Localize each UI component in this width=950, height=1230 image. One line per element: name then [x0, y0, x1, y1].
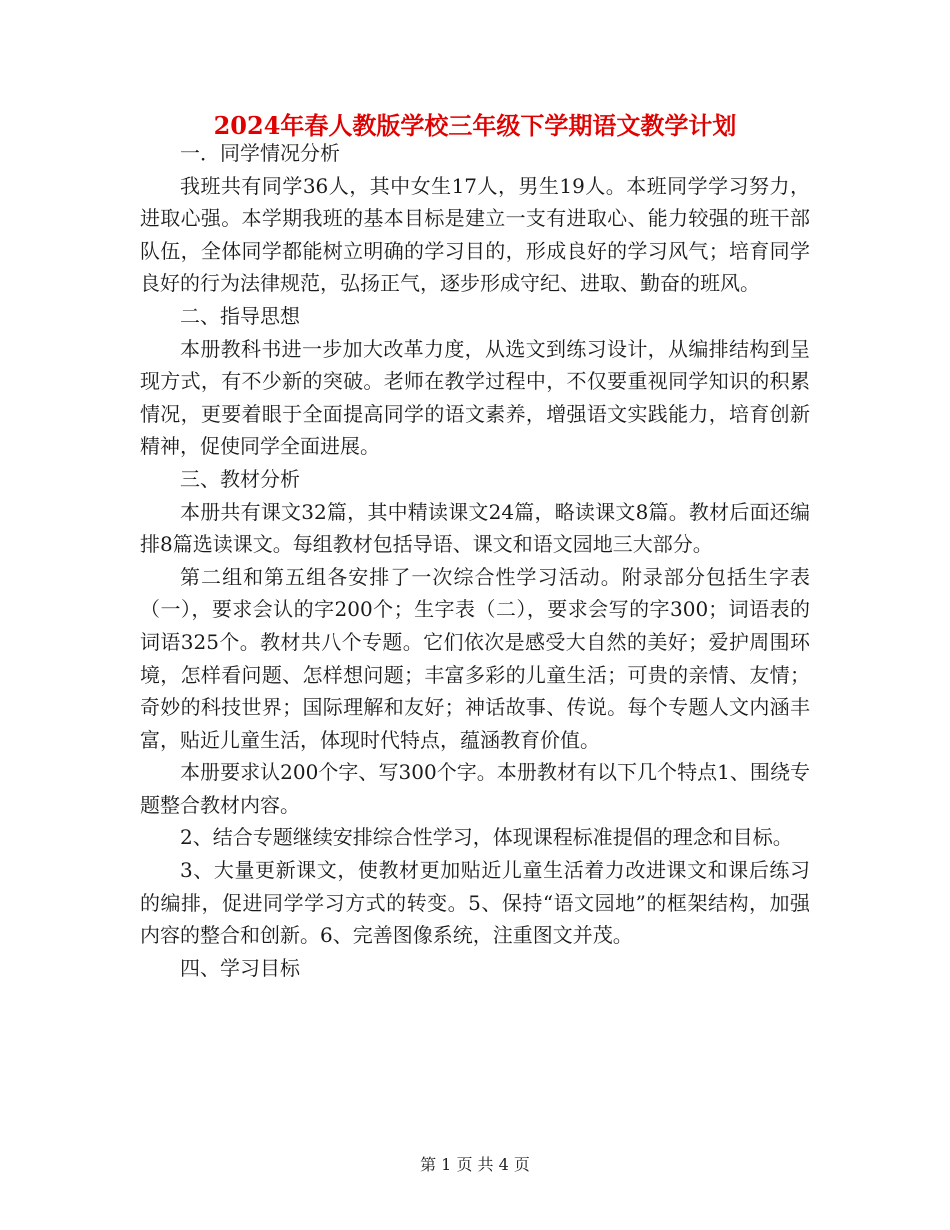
- section-heading-2: 二、指导思想: [180, 303, 300, 328]
- section-heading-3: 三、教材分析: [180, 466, 300, 491]
- page-footer: 第 1 页 共 4 页: [420, 1155, 530, 1174]
- paragraph: 本册要求认200个字、写300个字。本册教材有以下几个特点1、围绕专题整合教材内容。: [140, 760, 810, 817]
- paragraph: 2、结合专题继续安排综合性学习，体现课程标准提倡的理念和目标。: [180, 825, 793, 850]
- document-body: [140, 137, 810, 984]
- paragraph: 本册教科书进一步加大改革力度，从选文到练习设计，从编排结构到呈现方式，有不少新的突破。老师在教学过程中，不仅要重视同学知识的积累情况，更要着眼于全面提高同学的语文素养，增强语文实践能力，培育创新精神，促使同学全面进展。: [140, 336, 810, 459]
- section-heading-4: 四、学习目标: [180, 955, 300, 980]
- document-title: 2024年春人教版学校三年级下学期语文教学计划: [213, 111, 737, 140]
- section-heading-1: 一．同学情况分析: [180, 141, 340, 165]
- paragraph: 第二组和第五组各安排了一次综合性学习活动。附录部分包括生字表（一），要求会认的字200个；生字表（二），要求会写的字300；词语表的词语325个。教材共八个专题。它们依次是感受大自然的美好；爱护周围环境，怎样看问题、怎样想问题；丰富多彩的儿童生活；可贵的亲情、友情；奇妙的科技世界；国际理解和友好；神话故事、传说。每个专题人文内涵丰富，贴近儿童生活，体现时代特点，蕴涵教育价值。: [140, 564, 810, 752]
- paragraph: 3、大量更新课文，使教材更加贴近儿童生活着力改进课文和课后练习的编排，促进同学学习方式的转变。5、保持“语文园地”的框架结构，加强内容的整合和创新。6、完善图像系统，注重图文并茂。: [140, 858, 810, 948]
- paragraph: 我班共有同学36人，其中女生17人，男生19人。本班同学学习努力，进取心强。本学期我班的基本目标是建立一支有进取心、能力较强的班干部队伍，全体同学都能树立明确的学习目的，形成良好的学习风气；培育同学良好的行为法律规范，弘扬正气，逐步形成守纪、进取、勤奋的班风。: [140, 173, 810, 296]
- paragraph: 本册共有课文32篇，其中精读课文24篇，略读课文8篇。教材后面还编排8篇选读课文。每组教材包括导语、课文和语文园地三大部分。: [140, 499, 810, 557]
